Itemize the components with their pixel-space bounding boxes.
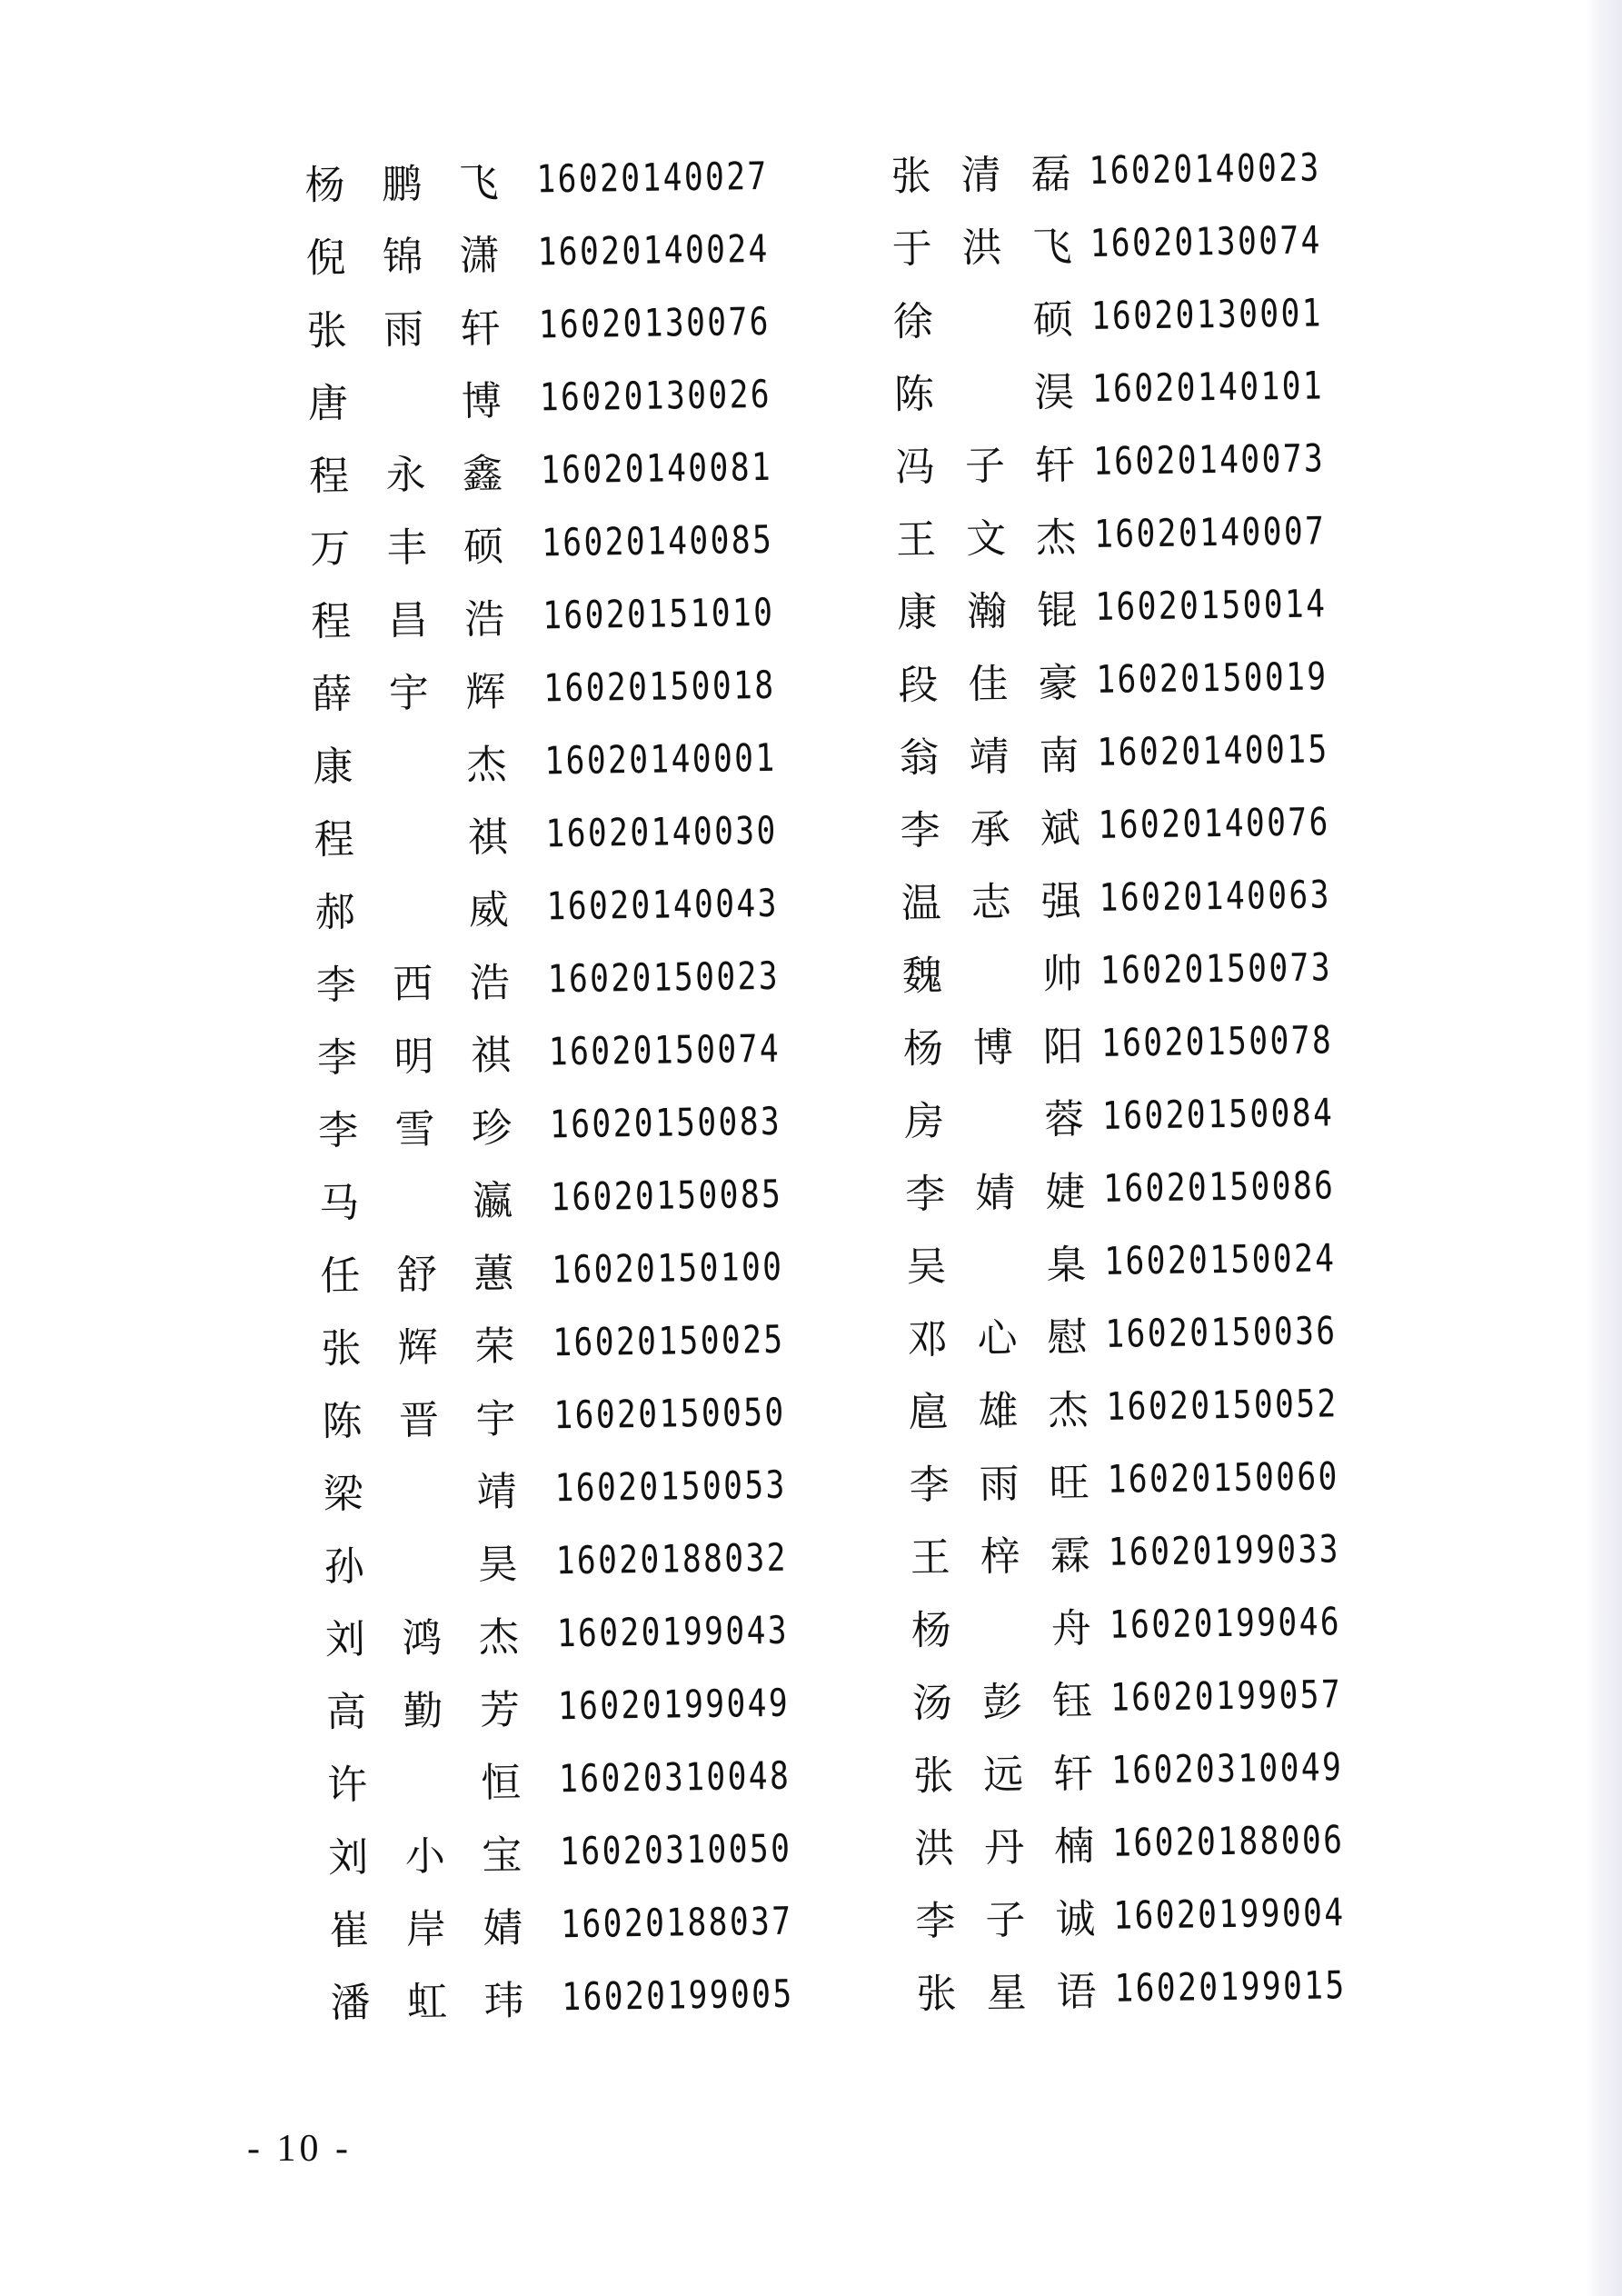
student-id: 16020130076 — [538, 298, 771, 346]
list-entry — [320, 1229, 835, 1309]
student-id: 16020150053 — [554, 1462, 788, 1510]
person-name: 翁靖南 — [899, 733, 1081, 782]
student-id: 16020130074 — [1090, 216, 1323, 265]
person-name: 程昌浩 — [310, 595, 507, 645]
student-id: 16020188032 — [555, 1534, 789, 1582]
person-name: 程 祺 — [313, 814, 511, 863]
student-id: 16020140007 — [1093, 507, 1327, 556]
list-entry — [330, 1956, 845, 2036]
page-edge-shadow — [1586, 0, 1622, 2296]
list-entry — [327, 1738, 842, 1818]
list-entry — [316, 1011, 831, 1091]
person-name: 刘小宝 — [327, 1832, 524, 1882]
list-entry — [306, 284, 821, 364]
list-entry — [313, 720, 828, 800]
person-name: 陈 淏 — [893, 369, 1077, 418]
list-entry — [913, 1729, 1395, 1808]
student-id: 16020130001 — [1090, 289, 1324, 338]
list-entry — [307, 356, 822, 436]
person-name: 洪丹楠 — [913, 1823, 1097, 1872]
list-entry — [312, 647, 827, 727]
person-name: 李承斌 — [900, 805, 1083, 854]
student-id: 16020150052 — [1106, 1380, 1338, 1429]
list-entry — [322, 1374, 837, 1454]
student-id: 16020188006 — [1111, 1816, 1345, 1865]
list-entry — [906, 1220, 1388, 1299]
list-entry — [310, 502, 825, 582]
list-entry — [323, 1520, 839, 1600]
student-id: 16020140063 — [1099, 871, 1332, 920]
person-name: 冯子轩 — [894, 442, 1078, 491]
student-id: 16020150023 — [547, 953, 781, 1001]
list-entry — [323, 1447, 838, 1527]
student-id: 16020199005 — [562, 1971, 794, 2019]
student-id: 16020140015 — [1097, 725, 1329, 774]
student-id: 16020199004 — [1113, 1889, 1346, 1938]
person-name: 李明祺 — [316, 1032, 513, 1082]
list-entry — [304, 138, 820, 218]
student-id: 16020150060 — [1107, 1452, 1340, 1502]
person-name: 李雪珍 — [317, 1104, 514, 1154]
person-name: 王梓霖 — [910, 1532, 1093, 1582]
student-id: 16020140027 — [536, 153, 769, 201]
student-id: 16020199049 — [557, 1680, 791, 1728]
student-id: 16020140076 — [1098, 798, 1331, 847]
student-id: 16020150019 — [1096, 653, 1328, 702]
person-name: 崔岸婧 — [329, 1904, 525, 1954]
student-id: 16020310048 — [558, 1752, 791, 1801]
student-id: 16020199033 — [1108, 1525, 1341, 1574]
person-name: 倪锦潇 — [305, 232, 503, 282]
list-entry — [328, 1811, 843, 1891]
list-entry — [900, 784, 1381, 863]
student-id: 16020150024 — [1103, 1234, 1337, 1283]
list-entry — [891, 203, 1373, 282]
list-entry — [314, 865, 830, 945]
list-entry — [305, 211, 821, 291]
list-entry — [905, 1148, 1387, 1227]
list-entry — [915, 1874, 1397, 1953]
list-entry — [318, 1083, 833, 1163]
student-id: 16020150036 — [1105, 1307, 1338, 1356]
list-entry — [911, 1656, 1393, 1735]
person-name: 杨鹏飞 — [304, 159, 501, 209]
student-id: 16020150073 — [1100, 943, 1333, 993]
person-name: 孙 昊 — [323, 1541, 521, 1591]
person-name: 杨 舟 — [911, 1605, 1094, 1654]
list-entry — [911, 1583, 1392, 1662]
student-id: 16020199057 — [1110, 1671, 1343, 1720]
student-id: 16020140081 — [540, 444, 773, 492]
student-id: 16020150014 — [1094, 580, 1328, 629]
person-name: 张清磊 — [891, 151, 1073, 200]
person-name: 吴 臬 — [906, 1242, 1089, 1291]
student-id: 16020150078 — [1100, 1016, 1334, 1065]
list-entry — [324, 1592, 840, 1672]
student-id: 16020151010 — [542, 589, 775, 637]
list-entry — [908, 1365, 1389, 1444]
student-id: 16020150083 — [549, 1098, 782, 1146]
person-name: 梁 靖 — [323, 1468, 520, 1518]
student-id: 16020310050 — [559, 1825, 792, 1873]
person-name: 任舒蕙 — [320, 1250, 516, 1300]
person-name: 张雨轩 — [306, 304, 503, 354]
student-id: 16020140085 — [541, 516, 774, 564]
person-name: 扈雄杰 — [908, 1387, 1090, 1436]
person-name: 张辉荣 — [321, 1323, 517, 1373]
person-name: 温志强 — [901, 878, 1084, 927]
list-entry — [899, 712, 1380, 791]
person-name: 张星语 — [916, 1969, 1099, 2018]
list-entry — [893, 348, 1375, 427]
person-name: 李西浩 — [315, 959, 512, 1009]
person-name: 房 蓉 — [903, 1096, 1087, 1145]
list-entry — [896, 494, 1378, 573]
person-name: 李婧婕 — [904, 1169, 1088, 1218]
student-id: 16020150025 — [552, 1316, 785, 1364]
person-name: 万丰硕 — [309, 523, 506, 573]
person-name: 康瀚锟 — [896, 587, 1080, 636]
person-name: 薛宇辉 — [312, 668, 508, 718]
student-id: 16020140101 — [1091, 362, 1325, 411]
person-name: 康 杰 — [313, 741, 509, 791]
list-entry — [329, 1883, 844, 1963]
student-id: 16020150018 — [543, 662, 776, 710]
list-entry — [907, 1293, 1388, 1372]
person-name: 高勤芳 — [325, 1686, 522, 1736]
list-entry — [901, 857, 1382, 936]
person-name: 魏 帅 — [901, 951, 1085, 1000]
person-name: 邓心慰 — [907, 1314, 1090, 1363]
person-name: 唐 博 — [307, 377, 504, 427]
list-entry — [319, 1156, 834, 1236]
list-entry — [892, 275, 1374, 354]
person-name: 刘鸿杰 — [324, 1613, 522, 1663]
student-id: 16020140023 — [1089, 144, 1322, 193]
person-name: 段佳豪 — [898, 660, 1080, 709]
person-name: 于洪飞 — [891, 224, 1075, 273]
list-entry — [897, 566, 1378, 645]
list-entry — [315, 938, 831, 1018]
list-entry — [914, 1802, 1396, 1881]
list-entry — [901, 930, 1383, 1009]
student-id: 16020140024 — [537, 225, 771, 274]
student-id: 16020188037 — [560, 1898, 793, 1946]
student-id: 16020150050 — [553, 1389, 786, 1437]
person-name: 王文杰 — [895, 514, 1079, 564]
student-id: 16020140030 — [545, 807, 779, 855]
list-entry — [308, 429, 823, 509]
list-entry — [891, 130, 1372, 209]
student-id: 16020150100 — [551, 1243, 784, 1292]
person-name: 陈晋宇 — [322, 1395, 518, 1445]
person-name: 李子诚 — [915, 1896, 1098, 1945]
student-id: 16020310049 — [1110, 1743, 1344, 1792]
list-entry — [325, 1665, 841, 1745]
person-name: 程永鑫 — [308, 450, 505, 500]
student-id: 16020140043 — [546, 880, 780, 928]
list-entry — [904, 1075, 1386, 1154]
list-entry — [898, 639, 1379, 718]
list-entry — [894, 421, 1376, 500]
person-name: 汤彭钰 — [911, 1678, 1095, 1727]
student-id: 16020150086 — [1102, 1162, 1336, 1211]
list-entry — [311, 574, 826, 654]
person-name: 郝 威 — [314, 886, 512, 936]
student-id: 16020130026 — [539, 371, 772, 419]
name-list-left-column — [304, 138, 845, 2036]
person-name: 李雨旺 — [909, 1460, 1092, 1509]
student-id: 16020150074 — [548, 1025, 781, 1073]
list-entry — [321, 1302, 836, 1382]
list-entry — [909, 1438, 1390, 1517]
list-entry — [313, 793, 829, 873]
person-name: 许 恒 — [326, 1759, 523, 1809]
list-entry — [902, 1003, 1384, 1082]
person-name: 杨博阳 — [902, 1023, 1086, 1073]
student-id: 16020140001 — [544, 734, 777, 783]
page-number: - 10 - — [247, 2128, 352, 2170]
person-name: 张远轩 — [912, 1751, 1096, 1800]
student-id: 16020150084 — [1101, 1089, 1335, 1138]
person-name: 潘虹玮 — [330, 1977, 526, 2027]
list-entry — [916, 1947, 1398, 2026]
student-id: 16020199043 — [556, 1607, 790, 1655]
student-id: 16020140073 — [1092, 434, 1326, 484]
student-id: 16020150085 — [550, 1171, 783, 1219]
student-id: 16020199046 — [1109, 1598, 1342, 1647]
name-list-right-column — [891, 130, 1398, 2027]
list-entry — [910, 1511, 1391, 1590]
person-name: 徐 硕 — [892, 296, 1076, 345]
student-id: 16020199015 — [1114, 1962, 1347, 2011]
person-name: 马 瀛 — [318, 1177, 515, 1227]
